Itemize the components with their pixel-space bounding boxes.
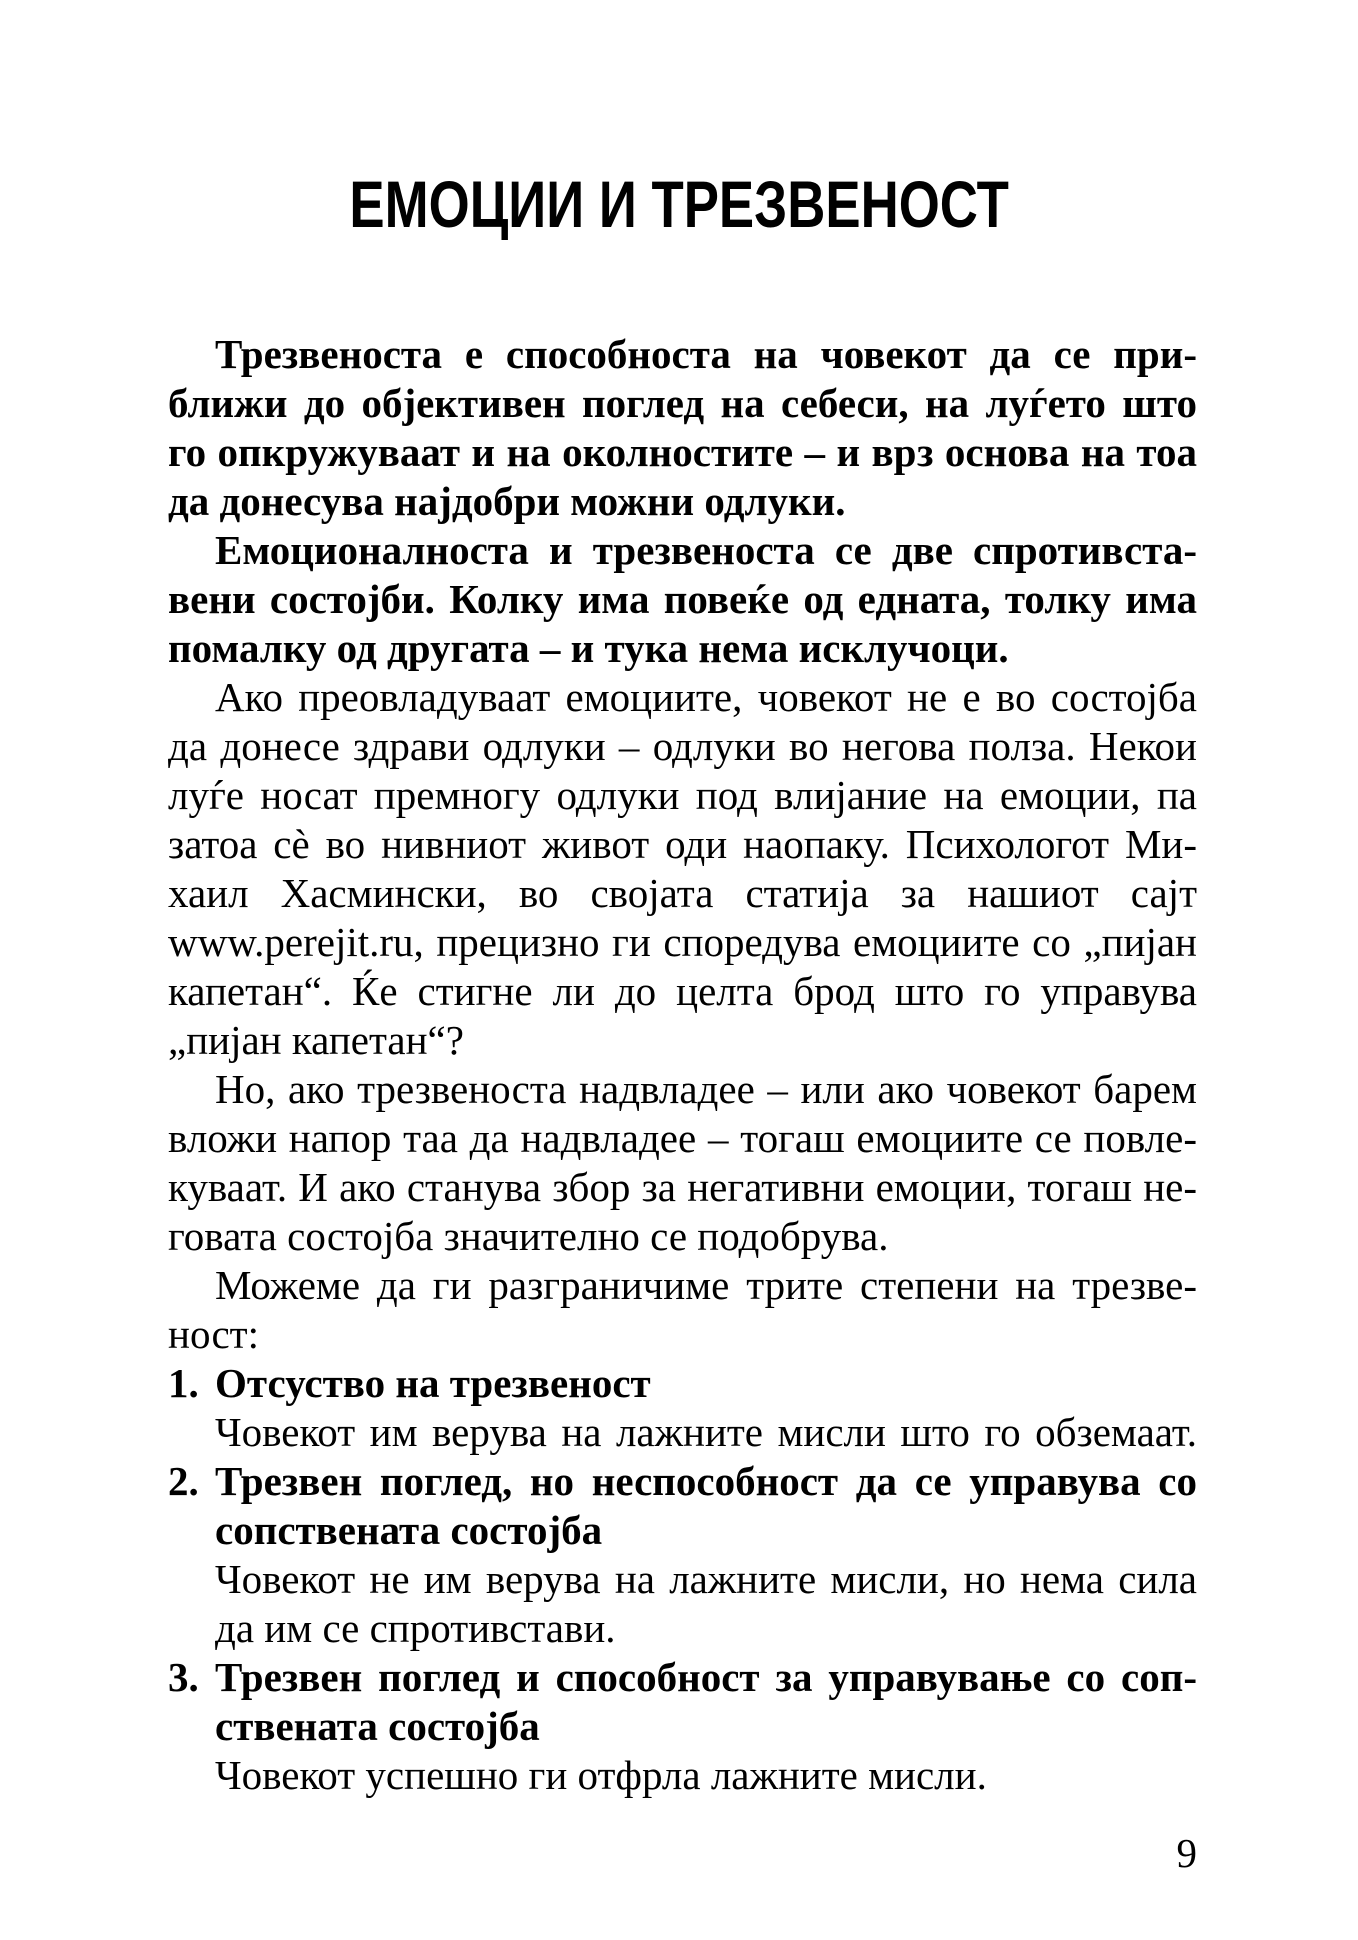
list-item-number: 2. [168,1458,199,1504]
text-line: куваат. И ако станува збор за негативни емоции, тогаш не- [168,1164,1197,1210]
text-line: ствената состојба [215,1703,540,1749]
text-line: Ако преовладуваат емоциите, човекот не е во состојба [215,674,1197,720]
text-line: Отсуство на трезвеност [215,1360,651,1406]
text-line: говата состојба значително се подобрува. [168,1213,889,1259]
text-line: ност: [168,1311,259,1357]
text-line: да им се спротивстави. [215,1605,616,1651]
list-item-lines [168,1653,1197,1800]
page-content [168,330,1197,1800]
text-line: Човекот им верува на лажните мисли што го обземаат. [215,1409,1197,1455]
paragraph [168,1261,1197,1359]
text-line: да донесува најдобри можни одлуки. [168,478,846,524]
list-item-heading [215,1653,1197,1751]
title-row [0,168,1358,240]
text-line: луѓе носат премногу одлуки под влијание на емоции, па [168,772,1197,818]
list-item-number: 3. [168,1654,199,1700]
list-item-body [215,1408,1197,1457]
text-line: хаил Хасмински, во својата статија за нашиот сајт [168,870,1197,916]
text-line: Трезвен поглед и способност за управување со соп- [215,1654,1197,1700]
text-line: Трезвен поглед, но неспособност да се управува со [215,1458,1197,1504]
text-line: капетан“. Ќе стигне ли до целта брод што го управува [168,968,1197,1014]
page-title: ЕМОЦИИ И ТРЕЗВЕНОСТ [349,167,1009,241]
list-item-body [215,1555,1197,1653]
text-line: го опкружуваат и на околностите – и врз основа на тоа [168,429,1197,475]
list-item-body [215,1751,1197,1800]
list-item [168,1359,1197,1457]
text-line: Емоционалноста и трезвеноста се две спротивста- [215,527,1197,573]
page-number: 9 [1176,1830,1197,1876]
paragraph [168,526,1197,673]
text-line: Трезвеноста е способноста на човекот да се при- [215,331,1197,377]
list-item-number: 1. [168,1360,199,1406]
text-line: www.perejit.ru, прецизно ги споредува емоциите со „пијан [168,919,1197,965]
paragraph [168,330,1197,526]
list-item [168,1457,1197,1653]
list-item-heading [215,1457,1197,1555]
list-item-heading [215,1359,1197,1408]
paragraph [168,1065,1197,1261]
text-line: вложи напор таа да надвладее – тогаш емоциите се повле- [168,1115,1197,1161]
text-line: Човекот не им верува на лажните мисли, но нема сила [215,1556,1197,1602]
list-item-lines [168,1457,1197,1653]
text-line: Можеме да ги разграничиме трите степени на трезве- [215,1262,1197,1308]
paragraph [168,673,1197,1065]
text-line: вени состојби. Колку има повеќе од едната, толку има [168,576,1197,622]
text-line: „пијан капетан“? [168,1017,464,1063]
list-item-lines [168,1359,1197,1457]
text-line: сопствената состојба [215,1507,603,1553]
list-item [168,1653,1197,1800]
text-line: ближи до објективен поглед на себеси, на луѓето што [168,380,1197,426]
text-line: да донесе здрави одлуки – одлуки во негова полза. Некои [168,723,1197,769]
text-line: затоа сѐ во нивниот живот оди наопаку. Психологот Ми- [168,821,1197,867]
text-line: Човекот успешно ги отфрла лажните мисли. [215,1752,987,1798]
text-line: Но, ако трезвеноста надвладее – или ако човекот барем [215,1066,1197,1112]
text-line: помалку од другата – и тука нема исклучоци. [168,625,1009,671]
